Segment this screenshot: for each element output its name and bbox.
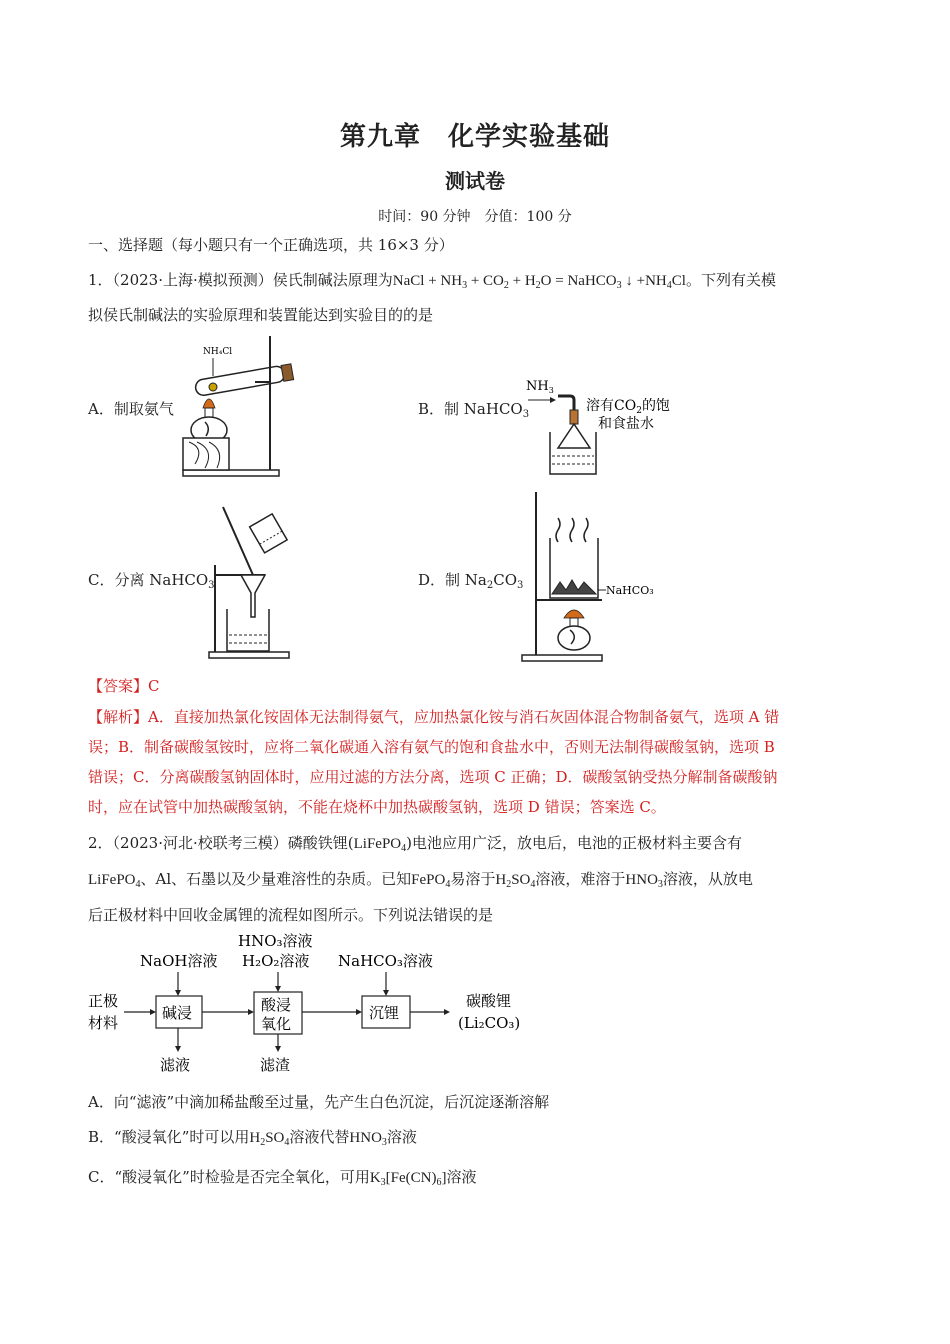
q2-option-a: A．向“滤液”中滴加稀盐酸至过量，先产生白色沉淀，后沉淀逐渐溶解 bbox=[88, 1093, 550, 1111]
exam-meta: 时间：90 分钟 分值：100 分 bbox=[378, 209, 572, 225]
q1-option-d: D．制 $Na_2CO_3$ bbox=[418, 571, 524, 591]
apparatus-a-diagram bbox=[175, 330, 315, 478]
recovery-flowchart bbox=[88, 930, 548, 1080]
flow-step-2b: 氧化 bbox=[261, 1015, 292, 1033]
flow-reagent-3: NaHCO₃溶液 bbox=[338, 952, 433, 970]
section-heading: 一、选择题（每小题只有一个正确选项，共 16×3 分） bbox=[88, 236, 454, 254]
q1-source: （2023·上海·模拟预测） bbox=[112, 271, 273, 289]
flow-reagent-1: NaOH溶液 bbox=[140, 952, 218, 970]
q1-stem-b: 。下列有关模 bbox=[685, 271, 776, 289]
flow-input-1: 正极 bbox=[88, 992, 119, 1010]
apparatus-d-diagram bbox=[520, 490, 670, 662]
q1-equation: NaCl + $NH_3 + CO_2 + H_2O$ = NaHCO$_3$ ↓ $+NH_4Cl$ bbox=[392, 273, 686, 291]
q1-analysis-line1: 【解析】A．直接加热氯化铵固体无法制得氨气，应加热氯化铵与消石灰固体混合物制备氨气，选项 A 错 bbox=[88, 708, 780, 726]
nh3-label: $NH_3$ bbox=[526, 379, 554, 395]
flow-product-1: 碳酸锂 bbox=[466, 992, 512, 1010]
flow-input-2: 材料 bbox=[88, 1014, 119, 1032]
q1-option-b: B．制 NaHCO$_3$ bbox=[418, 400, 530, 420]
apparatus-b-diagram bbox=[520, 370, 700, 480]
q2-source: （2023·河北·校联考三模） bbox=[112, 834, 288, 852]
flow-product-2: (Li₂CO₃) bbox=[458, 1014, 521, 1032]
q1-answer: 【答案】C bbox=[88, 677, 160, 695]
q1-option-a: A．制取氨气 bbox=[88, 400, 174, 418]
apparatus-c-diagram bbox=[205, 505, 305, 660]
flow-output-1: 滤液 bbox=[160, 1056, 191, 1074]
page-title: 第九章 化学实验基础 bbox=[339, 122, 610, 152]
solution-label-1: 溶有$CO_2$的饱 bbox=[586, 398, 670, 416]
flow-reagent-2a: HNO₃溶液 bbox=[238, 932, 313, 950]
flow-output-2: 滤渣 bbox=[260, 1056, 291, 1074]
q1-option-c: C．分离 NaHCO$_3$ bbox=[88, 571, 215, 591]
q1-number: 1． bbox=[88, 271, 113, 289]
q1-stem-a: 侯氏制碱法原理为 bbox=[272, 271, 393, 289]
q2-option-c: C．“酸浸氧化”时检验是否完全氧化，可用$K_3[Fe(CN)_6]$溶液 bbox=[88, 1168, 477, 1188]
nahco3-label: NaHCO₃ bbox=[606, 584, 654, 597]
flow-step-1: 碱浸 bbox=[162, 1004, 193, 1022]
q1-analysis-line3: 错误；C．分离碳酸氢钠固体时，应用过滤的方法分离，选项 C 正确；D．碳酸氢钠受热分解制备碳酸钠 bbox=[88, 768, 778, 786]
flow-step-3: 沉锂 bbox=[369, 1004, 400, 1022]
q2-stem-line2: LiFePO$_4$、Al、石墨以及少量难溶性的杂质。已知FePO$_4$易溶于$H_2SO_4$溶液，难溶于$HNO_3$溶液，从放电 bbox=[88, 870, 753, 890]
q1-stem-line1 bbox=[88, 269, 868, 292]
q2-stem-line1: 2．（2023·河北·校联考三模）磷酸铁锂(LiFePO$_4$)电池应用广泛，放电后，电池的正极材料主要含有 bbox=[88, 834, 742, 854]
q1-analysis-line4: 时，应在试管中加热碳酸氢钠，不能在烧杯中加热碳酸氢钠，选项 D 错误；答案选 C。 bbox=[88, 798, 666, 816]
flow-reagent-2b: H₂O₂溶液 bbox=[242, 952, 310, 970]
nh4cl-label: NH₄Cl bbox=[203, 347, 233, 357]
q1-stem-line2: 拟侯氏制碱法的实验原理和装置能达到实验目的的是 bbox=[88, 306, 434, 324]
flow-step-2a: 酸浸 bbox=[261, 996, 292, 1014]
solution-label-2: 和食盐水 bbox=[598, 416, 654, 432]
q2-stem-line3: 后正极材料中回收金属锂的流程如图所示。下列说法错误的是 bbox=[88, 906, 494, 924]
page-subtitle: 测试卷 bbox=[445, 169, 505, 193]
q1-analysis-line2: 误；B．制备碳酸氢铵时，应将二氧化碳通入溶有氨气的饱和食盐水中，否则无法制得碳酸氢钠，选项 B bbox=[88, 738, 775, 756]
q2-option-b: B．“酸浸氧化”时可以用$H_2SO_4$溶液代替$HNO_3$溶液 bbox=[88, 1128, 417, 1148]
